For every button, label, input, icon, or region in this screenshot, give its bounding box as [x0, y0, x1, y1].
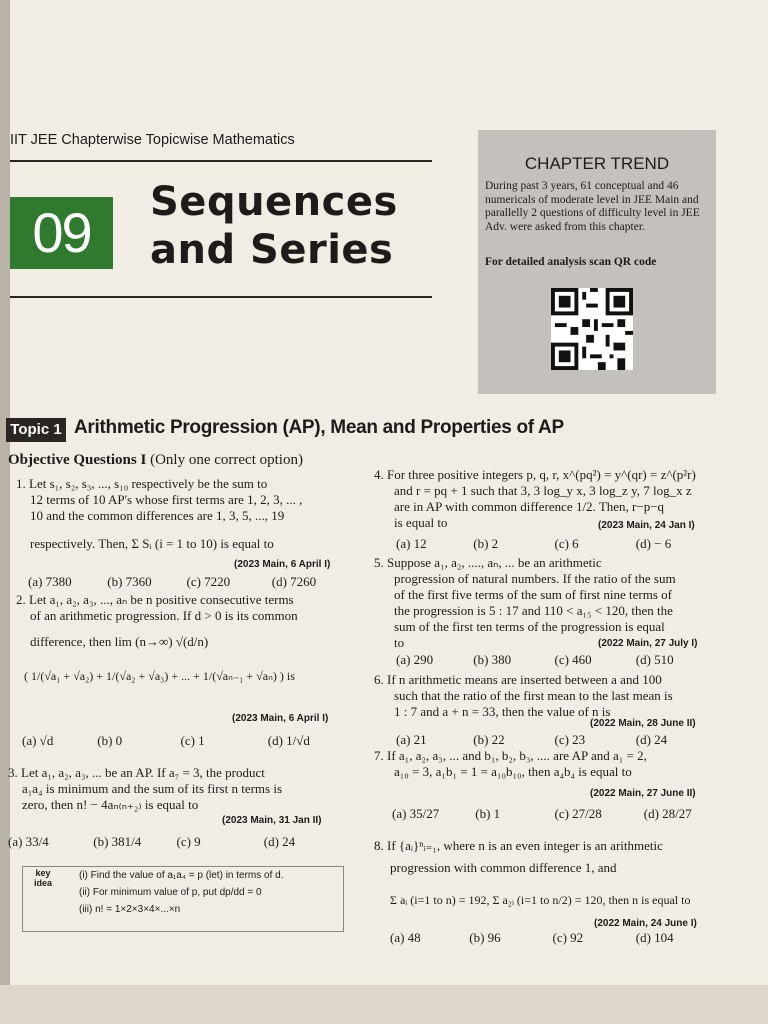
- q1-line4: respectively. Then, Σ Sᵢ (i = 1 to 10) is equal to: [30, 536, 274, 551]
- q4-line1: 4. For three positive integers p, q, r, x^(pq²) = y^(qr) = z^(p²r): [374, 467, 696, 482]
- q5-option-d[interactable]: (d) 510: [635, 652, 674, 667]
- q5-option-a[interactable]: (a) 290: [396, 652, 434, 667]
- q3-option-d[interactable]: (d) 24: [263, 834, 296, 849]
- chapter-title: [150, 178, 398, 274]
- q7-source: (2022 Main, 27 June II): [590, 788, 696, 799]
- q1-source: (2023 Main, 6 April I): [234, 559, 331, 570]
- question-8: [374, 838, 719, 908]
- key-idea-label: key idea: [33, 868, 52, 888]
- key-idea-box: [22, 866, 344, 932]
- q2-option-d[interactable]: (d) 1/√d: [267, 733, 310, 748]
- q1-line2: 12 terms of 10 AP's whose first terms are 1, 2, 3, ... ,: [30, 492, 303, 507]
- q3-line2: a₁a₄ is minimum and the sum of its first n terms is: [22, 781, 283, 796]
- key-idea-line2: (ii) For minimum value of p, put dp/dd = 0: [79, 887, 262, 898]
- question-3: [8, 765, 346, 813]
- header-divider: [10, 160, 432, 162]
- question-1: [16, 476, 346, 552]
- q7-line2: a₁₀ = 3, a₁b₁ = 1 = a₁₀b₁₀, then a₄b₄ is equal to: [394, 764, 632, 779]
- q4-option-b[interactable]: (b) 2: [473, 536, 499, 551]
- q4-option-c[interactable]: (c) 6: [554, 536, 579, 551]
- q5-source: (2022 Main, 27 July I): [598, 638, 698, 649]
- q7-options: [392, 806, 712, 822]
- q1-option-a[interactable]: (a) 7380: [28, 574, 72, 589]
- topic-title: Arithmetic Progression (AP), Mean and Properties of AP: [74, 417, 564, 438]
- q5-line6: to: [394, 635, 405, 650]
- q8-line2: progression with common difference 1, and: [390, 860, 617, 875]
- q8-option-b[interactable]: (b) 96: [469, 930, 501, 945]
- q7-option-b[interactable]: (b) 1: [475, 806, 501, 821]
- q2-options: [22, 733, 342, 749]
- q1-option-b[interactable]: (b) 7360: [107, 574, 152, 589]
- page-edge-shadow: [0, 0, 10, 1024]
- q6-line2: such that the ratio of the first mean to the last mean is: [394, 688, 673, 703]
- q3-option-b[interactable]: (b) 381/4: [93, 834, 142, 849]
- q2-source: (2023 Main, 6 April I): [232, 713, 329, 724]
- q7-option-c[interactable]: (c) 27/28: [554, 806, 602, 821]
- q4-option-a[interactable]: (a) 12: [396, 536, 427, 551]
- question-2: [16, 592, 346, 684]
- q5-option-b[interactable]: (b) 380: [473, 652, 512, 667]
- key-idea-icon: [28, 868, 58, 888]
- q3-option-c[interactable]: (c) 9: [176, 834, 201, 849]
- key-idea-line3: (iii) n! = 1×2×3×4×...×n: [79, 904, 181, 915]
- q4-line3: are in AP with common difference 1/2. Then, r−p−q: [394, 499, 665, 514]
- key-idea-line1: (i) Find the value of a₁a₄ = p (let) in terms of d.: [79, 870, 284, 881]
- q2-option-b[interactable]: (b) 0: [97, 733, 123, 748]
- q4-option-d[interactable]: (d) − 6: [635, 536, 672, 551]
- title-divider: [10, 296, 432, 298]
- q6-option-b[interactable]: (b) 22: [473, 732, 505, 747]
- q6-option-c[interactable]: (c) 23: [554, 732, 586, 747]
- q3-line1: 3. Let a₁, a₂, a₃, ... be an AP. If a₇ = 3, the product: [8, 765, 265, 780]
- q1-option-d[interactable]: (d) 7260: [271, 574, 317, 589]
- q8-option-a[interactable]: (a) 48: [390, 930, 421, 945]
- q2-line2: of an arithmetic progression. If d > 0 is its common: [30, 608, 298, 623]
- q5-line2: progression of natural numbers. If the ratio of the sum: [394, 571, 676, 586]
- chapter-number: 09: [10, 197, 113, 269]
- q5-option-c[interactable]: (c) 460: [554, 652, 592, 667]
- q6-option-d[interactable]: (d) 24: [635, 732, 668, 747]
- q3-option-a[interactable]: (a) 33/4: [8, 834, 49, 849]
- q8-line3: Σ aᵢ (i=1 to n) = 192, Σ a₂ᵢ (i=1 to n/2) = 120, then n is equal to: [390, 893, 691, 907]
- q6-option-a[interactable]: (a) 21: [396, 732, 427, 747]
- topic-badge: Topic 1: [6, 418, 66, 442]
- q2-line1: 2. Let a₁, a₂, a₃, ..., aₙ be n positive consecutive terms: [16, 592, 294, 607]
- q8-options: [390, 930, 710, 946]
- q4-line4: is equal to: [394, 515, 448, 530]
- q1-line1: 1. Let s₁, s₂, s₃, ..., s₁₀ respectively be the sum to: [16, 476, 268, 491]
- chapter-title-line1: Sequences: [150, 179, 398, 225]
- chapter-trend-title: CHAPTER TREND: [524, 154, 670, 173]
- q2-line4: ( 1/(√a₁ + √a₂) + 1/(√a₂ + √a₃) + ... + 1/(√aₙ₋₁ + √aₙ) ) is: [24, 669, 295, 683]
- q3-source: (2023 Main, 31 Jan II): [222, 815, 322, 826]
- q5-line5: sum of the first ten terms of the progression is equal: [394, 619, 665, 634]
- q6-line1: 6. If n arithmetic means are inserted between a and 100: [374, 672, 662, 687]
- q8-line1: 8. If {aᵢ}ⁿᵢ₌₁, where n is an even integer is an arithmetic: [374, 838, 663, 853]
- book-title: IIT JEE Chapterwise Topicwise Mathematics: [10, 132, 295, 148]
- q1-options: [28, 574, 348, 590]
- question-5: [374, 555, 719, 651]
- q4-source: (2023 Main, 24 Jan I): [598, 520, 695, 531]
- q4-options: [396, 536, 716, 552]
- section-subtitle: (Only one correct option): [150, 452, 303, 468]
- section-title: Objective Questions I: [8, 452, 147, 468]
- q1-line3: 10 and the common differences are 1, 3, 5, ..., 19: [30, 508, 285, 523]
- q5-options: [396, 652, 716, 668]
- q6-line3: 1 : 7 and a + n = 33, then the value of n is: [394, 704, 611, 719]
- q3-options: [8, 834, 338, 850]
- chapter-title-line2: and Series: [150, 227, 394, 273]
- q8-option-c[interactable]: (c) 92: [552, 930, 584, 945]
- q7-line1: 7. If a₁, a₂, a₃, ... and b₁, b₂, b₃, .... are AP and a₁ = 2,: [374, 748, 647, 763]
- question-7: [374, 748, 719, 780]
- q8-source: (2022 Main, 24 June I): [594, 918, 697, 929]
- q5-line1: 5. Suppose a₁, a₂, ...., aₙ, ... be an arithmetic: [374, 555, 602, 570]
- question-6: [374, 672, 719, 720]
- q2-option-a[interactable]: (a) √d: [22, 733, 54, 748]
- q7-option-a[interactable]: (a) 35/27: [392, 806, 440, 821]
- q2-line3: difference, then lim (n→∞) √(d/n): [30, 634, 209, 649]
- chapter-trend-scan-text: For detailed analysis scan QR code: [485, 256, 657, 268]
- chapter-trend-body: During past 3 years, 61 conceptual and 46 numericals of moderate level in JEE Main and parallelly 2 questions of difficulty level in JEE Adv. were asked from this chapter.: [485, 180, 700, 233]
- page-bottom-margin: [0, 985, 768, 1024]
- q7-option-d[interactable]: (d) 28/27: [643, 806, 692, 821]
- q1-option-c[interactable]: (c) 7220: [186, 574, 231, 589]
- q6-source: (2022 Main, 28 June II): [590, 718, 696, 729]
- q5-line3: of the first five terms of the sum of first nine terms of: [394, 587, 672, 602]
- q2-option-c[interactable]: (c) 1: [180, 733, 205, 748]
- q6-options: [396, 732, 716, 748]
- q8-option-d[interactable]: (d) 104: [635, 930, 674, 945]
- q5-line4: the progression is 5 : 17 and 110 < a₁₅ < 120, then the: [394, 603, 673, 618]
- q4-line2: and r = pq + 1 such that 3, 3 log_y x, 3 log_z y, 7 log_x z: [394, 483, 692, 498]
- qr-code-icon[interactable]: [551, 288, 633, 370]
- section-heading: [8, 452, 303, 469]
- q3-line3: zero, then n! − 4aₙ₍ₙ₊₂₎ is equal to: [22, 797, 199, 812]
